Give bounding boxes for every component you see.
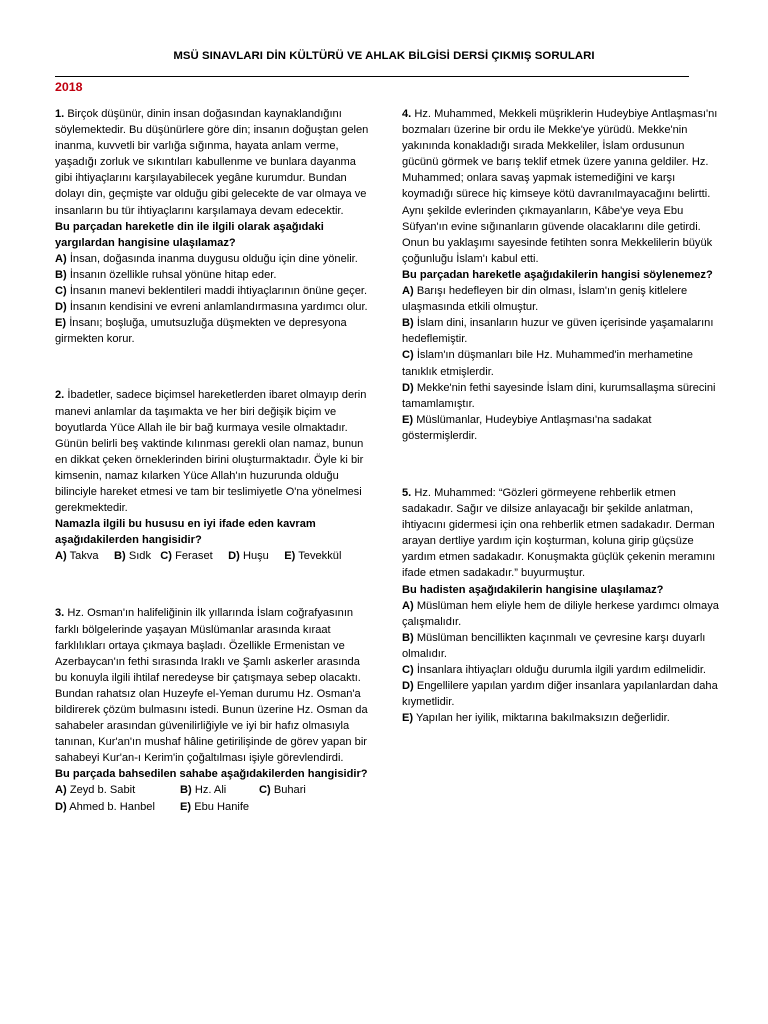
question-number: 1. [55,108,65,120]
question-prompt: Namazla ilgili bu hususu en iyi ifade eden kavram aşağıdakilerden hangisidir? [55,518,316,547]
question-number: 3. [55,607,65,620]
option-a: A) Barışı hedefleyen bir din olması, İslam'ın geniş kitlelere ulaşmasında etkili olmuştur. [402,285,688,314]
options-row-2: D) Ahmed b. Hanbel E) Ebu Hanife [55,800,250,813]
question-prompt: Bu parçadan hareketle aşağıdakilerin hangisi söylenemez? [402,268,713,281]
options-row-1: A) Zeyd b. Sabit B) Hz. Ali C) Buhari [55,784,306,797]
option-d: D) İnsanın kendisini ve evreni anlamlandırmasına yardımcı olur. [55,301,368,314]
question-2 [55,387,373,564]
question-prompt: Bu hadisten aşağıdakilerin hangisine ulaşılamaz? [402,583,664,596]
option-e: E) Yapılan her iyilik, miktarına bakılmaksızın değerlidir. [402,712,670,725]
option-e: E) İnsanı; boşluğa, umutsuzluğa düşmekten ve depresyona girmekten korur. [55,317,347,346]
option-d: D) Engellilere yapılan yardım diğer insanlara yapılanlardan daha kıymetlidir. [402,680,718,709]
question-4 [402,106,720,444]
options-row: A) Takva B) Sıdk C) Feraset D) Huşu E) Tevekkül [55,550,342,563]
right-column [402,106,720,726]
option-c: C) İnsanlara ihtiyaçları olduğu durumla ilgili yardım edilmelidir. [402,664,706,676]
question-text: Birçok düşünür, dinin insan doğasından kaynaklandığını söylemektedir. Bu düşünürlere göre din; insanın doğuştan gelen inanma, kuvvetli bir varlığa sığınma, hayata anlam verme, yaşadığı zorluk ve sıkıntıları kabullenme ve bunlara dayanma gibi ihtiyaçlarını karşılayabilecek yegâne kurumdur. Bundan dolayı din, geçmişte var olduğu gibi gelecekte de var olmaya ve insanların bu tür ihtiyaçlarını karşılamaya devam edecektir. [55,108,369,217]
question-text: Hz. Osman'ın halifeliğinin ilk yıllarında İslam coğrafyasının farklı bölgelerinde yaşayan Müslümanlar arasında kıraat farklılıkları ortaya çıkmaya başladı. Özellikle Ermenistan ve Azerbaycan'ın fethi sırasında Iraklı ve Şamlı askerler arasında bu konuyla ilgili ihtilaf neredeyse bir çatışmaya sebep olacaktı. Bundan rahatsız olan Huzeyfe el-Yeman durumu Hz. Osman'a bildirerek çözüm bulmasını istedi. Bunun üzerine Hz. Osman da sahabeler arasından güvenilirliğiyle ve iyi bir hafız olmasıyla tanınan, Kur'an'ın mushaf hâline getirilişinde de görev yapan bir sahabeyi Kur'an-ı Kerim'in çoğaltılması işiyle görevlendirdi. [55,607,368,765]
header-divider [55,76,689,77]
question-number: 5. [402,486,412,499]
question-text: Hz. Muhammed, Mekkeli müşriklerin Hudeybiye Antlaşması'nı bozmaları üzerine bir ordu ile Mekke'ye yürüdü. Mekke'nin yakınında konakladığı sırada Mekkeliler, İslam ordusunun gücünü görmek ve barış teklif etmek üzere yanına geldiler. Hz. Muhammed; onlara savaş yapmak istemediğini ve karşı koymadığı sürece hiç kimseye kötü davranılmayacağını belirtti. Aynı şekilde evlerinden çıkmayanların, Kâbe'ye veya Ebu Süfyan'ın evine sığınanların güvende olacaklarını dile getirdi. Onun bu yaklaşımı sayesinde fetihten sonra Mekkelilerin büyük çoğunluğu İslam'ı kabul etti. [402,108,718,265]
option-d: D) Mekke'nin fethi sayesinde İslam dini, kurumsallaşma sürecini tamamlamıştır. [402,381,716,410]
option-b: B) İnsanın özellikle ruhsal yönüne hitap eder. [55,268,277,281]
question-number: 2. [55,389,65,402]
question-prompt: Bu parçadan hareketle din ile ilgili olarak aşağıdaki yargılardan hangisine ulaşılamaz? [55,220,324,249]
option-b: B) İslam dini, insanların huzur ve güven içerisinde yaşamalarını hedeflemiştir. [402,317,714,346]
option-c: C) İnsanın manevi beklentileri maddi ihtiyaçlarının önüne geçer. [55,285,368,298]
option-e: E) Müslümanlar, Hudeybiye Antlaşması'na sadakat göstermişlerdir. [402,413,652,442]
question-text: Hz. Muhammed: “Gözleri görmeyene rehberlik etmen sadakadır. Sağır ve dilsize anlayacağı bir şekilde anlatman, ihtiyacını gidermesi için ona rehberlik etmen sadakadır. Derman arayan dertliye yardım için koşturman, koluna girip güçsüze yardım etmen sadakadır. Konuşmakta güçlük çekenin meramını ifade etmen sadakadır.” buyurmuştur. [402,486,716,580]
question-3 [55,605,373,814]
year-label: 2018 [55,80,83,94]
document-title: MSÜ SINAVLARI DİN KÜLTÜRÜ VE AHLAK BİLGİSİ DERSİ ÇIKMIŞ SORULARI [173,50,595,62]
option-a: A) İnsan, doğasında inanma duygusu olduğu için dine yönelir. [55,252,358,265]
question-text: İbadetler, sadece biçimsel hareketlerden ibaret olmayıp derin manevi anlamlar da taşımakta ve her biri değişik biçim ve boyutlarda Yüce Allah ile bir bağ kurmaya vesile olmaktadır. Günün belirli beş vaktinde kılınması gerekli olan namaz, bunun en dikkat çeken örneklerinden birini oluşturmaktadır. Öyle ki bir kimsenin, namaz kılarken Yüce Allah'ın huzurunda olduğu bilinciyle hareket etmesi ve tam bir teslimiyetle O'na yönelmesi gerekmektedir. [55,389,367,515]
question-5 [402,485,720,726]
question-number: 4. [402,108,412,120]
left-column [55,106,373,815]
option-c: C) İslam'ın düşmanları bile Hz. Muhammed'in merhametine tanıklık etmişlerdir. [402,349,693,378]
question-prompt: Bu parçada bahsedilen sahabe aşağıdakilerden hangisidir? [55,768,368,781]
question-1 [55,106,373,347]
option-a: A) Müslüman hem eliyle hem de diliyle herkese yardımcı olmaya çalışmalıdır. [402,599,719,628]
option-b: B) Müslüman bencillikten kaçınmalı ve çevresine karşı duyarlı olmalıdır. [402,631,706,660]
